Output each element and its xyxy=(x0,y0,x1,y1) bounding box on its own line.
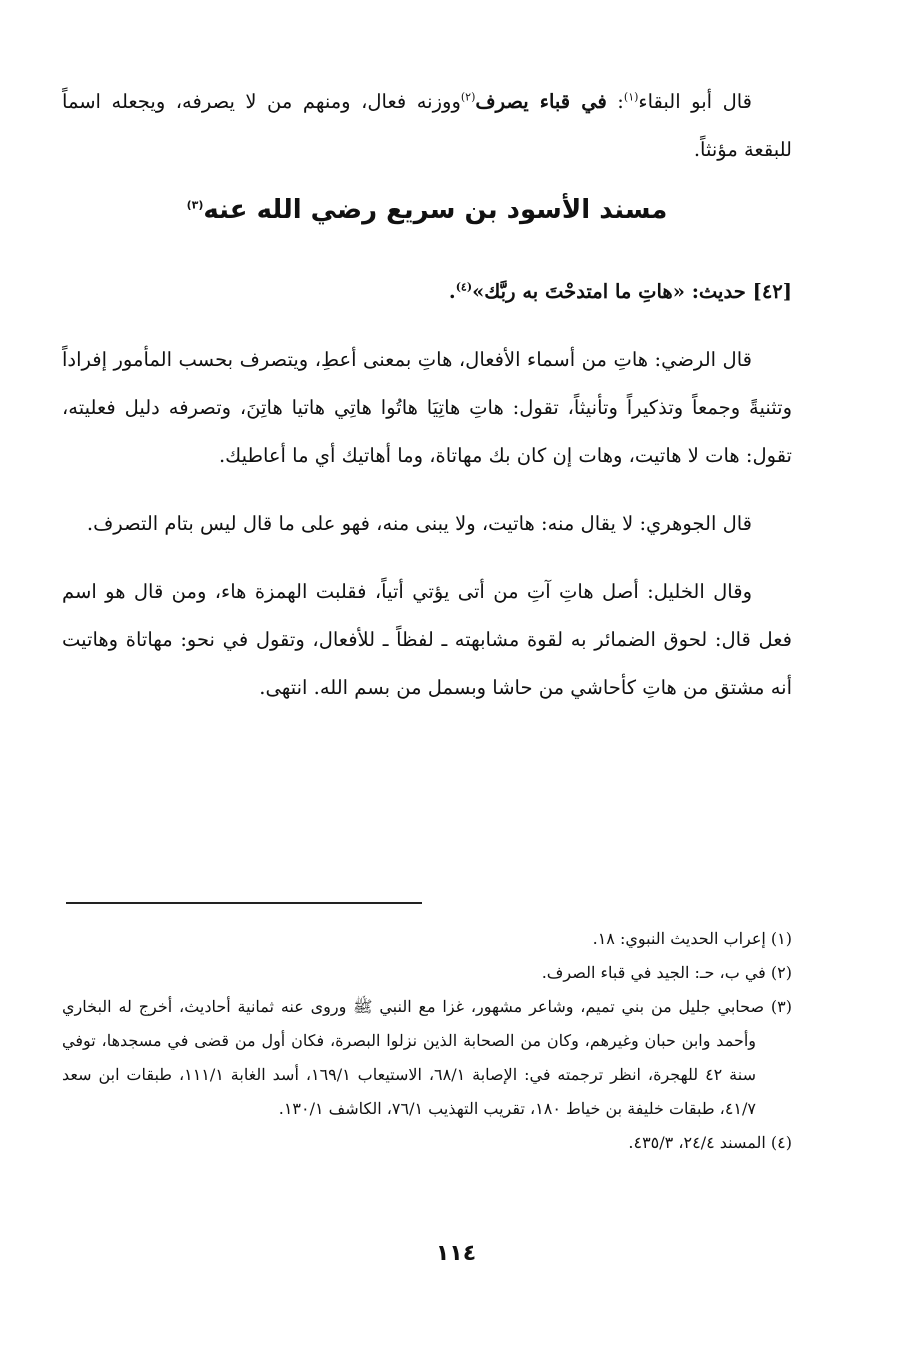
page-number: ١١٤ xyxy=(435,1241,477,1266)
spacer xyxy=(62,316,792,336)
intro-paragraph: قال أبو البقاء$^{(١)}$: في قباء يصرف$^{(٢)}$ووزنه فعال، ومنهم من لا يصرفه، ويجعله اسماً للبقعة مؤنثاً. xyxy=(62,90,792,161)
intro-lead: قال أبو البقاء xyxy=(638,90,752,113)
hadith-number: [٤٢] xyxy=(752,280,792,303)
footnote-ref-4: (٤) xyxy=(455,280,473,294)
hadith-line xyxy=(62,268,792,316)
footnote-3: (٣) صحابي جليل من بني تميم، وشاعر مشهور، غزا مع النبي ﷺ وروى عنه ثمانية أحاديث، أخرج له البخاري وأحمد وابن حبان وغيرهم، وكان من الصحابة الذين نزلوا البصرة، فكان أول من قضى في مسجدها، توفي سنة ٤٢ للهجرة، انظر ترجمته في: الإصابة ٦٨/١، الاستيعاب ١٦٩/١، أسد الغابة ١١١/١، طبقات ابن سعد ٤١/٧، طبقات خليفة بن خياط ١٨٠، تقريب التهذيب ٧٦/١، الكاشف ١٣٠/١. xyxy=(62,997,792,1118)
hadith-end: . xyxy=(448,280,456,303)
footnote-ref-2: (٢) xyxy=(460,90,476,104)
paragraph-khalil: وقال الخليل: أصل هاتِ آتِ من أتى يؤتي أتياً، فقلبت الهمزة هاء، ومن قال هو اسم فعل قال: لحوق الضمائر به لقوة مشابهته ـ لفظاً ـ للأفعال، وتقول في نحو: مهاتاة وهاتيت أنه مشتق من هاتِ كأحاشي من حاشا وبسمل من بسم الله. انتهى. xyxy=(62,580,792,699)
footnote-1: (١) إعراب الحديث النبوي: ١٨. xyxy=(592,929,792,948)
intro-rest: ووزنه فعال، ومنهم من لا يصرفه، ويجعله اسماً للبقعة مؤنثاً. xyxy=(62,90,792,161)
paragraph-jawhari: قال الجوهري: لا يقال منه: هاتيت، ولا يبنى منه، فهو على ما قال ليس بتام التصرف. xyxy=(86,512,752,535)
footnote-divider xyxy=(66,902,422,904)
footnote-2: (٢) في ب، حـ: الجيد في قباء الصرف. xyxy=(541,963,792,982)
main-text xyxy=(62,78,792,712)
spacer xyxy=(62,548,792,568)
hadith-text: «هاتِ ما امتدحْتَ به ربَّك» xyxy=(472,280,685,303)
footnote-4: (٤) المسند ٢٤/٤، ٤٣٥/٣. xyxy=(628,1133,792,1152)
section-heading xyxy=(62,190,792,230)
footnote-ref-3: (٣) xyxy=(186,198,204,212)
footnote-ref-1: (١) xyxy=(623,90,639,104)
footnote-list xyxy=(62,922,792,1160)
paragraph-radi: قال الرضي: هاتِ من أسماء الأفعال، هاتِ بمعنى أعطِ، ويتصرف بحسب المأمور إفراداً وتثنيةً وجمعاً وتذكيراً وتأنيثاً، تقول: هاتِ هاتِيَا هاتُوا هاتِي هاتيا هاتِنَ، وتصرفه دليل فعليته، تقول: هات لا هاتيت، وهات إن كان بك مهاتاة، وما أهاتيك أي ما أعاطيك. xyxy=(62,348,792,467)
section-heading-text: مسند الأسود بن سريع رضي الله عنه xyxy=(203,195,668,225)
spacer xyxy=(62,480,792,500)
hadith-label: حديث: xyxy=(691,280,746,303)
intro-bold-phrase: في قباء يصرف xyxy=(475,90,607,113)
